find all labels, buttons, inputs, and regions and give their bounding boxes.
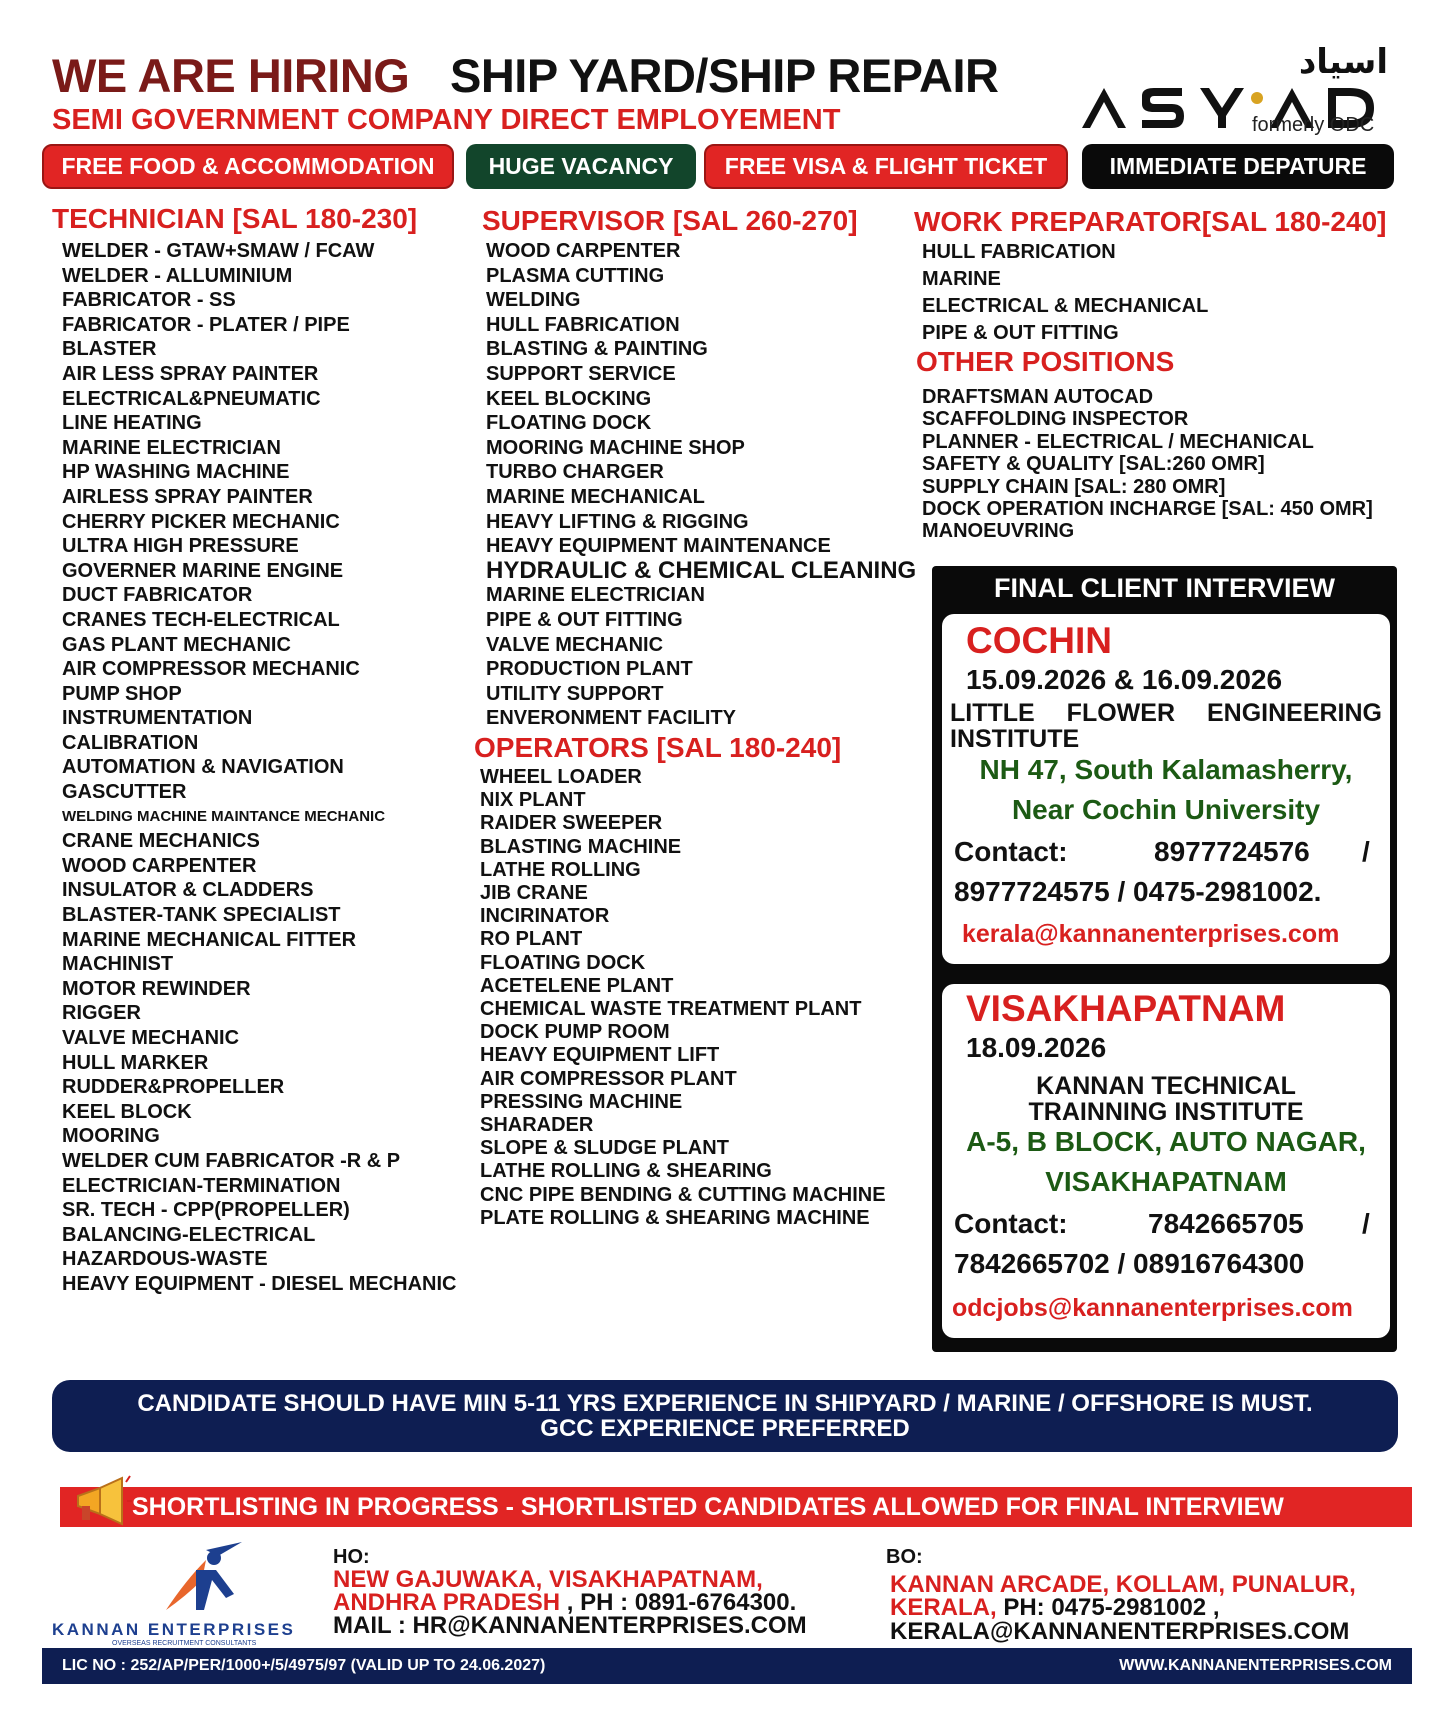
technician-item: AIR COMPRESSOR MECHANIC [62, 658, 360, 681]
technician-item: GASCUTTER [62, 781, 187, 804]
asyad-arabic-logo: اسياد [1298, 42, 1388, 82]
vizag-address-line2: VISAKHAPATNAM [1045, 1166, 1287, 1197]
ho-line2 [333, 1591, 796, 1614]
vizag-contact-1: 7842665705 [1148, 1208, 1304, 1239]
technician-item: DUCT FABRICATOR [62, 584, 253, 607]
cochin-date: 15.09.2026 & 16.09.2026 [966, 664, 1283, 695]
badge-free-food: FREE FOOD & ACCOMMODATION [42, 144, 454, 189]
cochin-contact-1: 8977724576 [1154, 836, 1310, 867]
technician-item: HAZARDOUS-WASTE [62, 1248, 268, 1271]
technician-item: GOVERNER MARINE ENGINE [62, 559, 344, 582]
cochin-card [942, 614, 1390, 964]
megaphone-icon [70, 1474, 132, 1528]
operators-item: LATHE ROLLING & SHEARING [480, 1160, 772, 1183]
supervisor-item: HEAVY EQUIPMENT MAINTENANCE [486, 535, 831, 558]
visakhapatnam-card [942, 984, 1390, 1338]
experience-line2: GCC EXPERIENCE PREFERRED [540, 1415, 910, 1442]
subtitle: SEMI GOVERNMENT COMPANY DIRECT EMPLOYEMENT [52, 104, 841, 136]
technician-item: ULTRA HIGH PRESSURE [62, 535, 299, 558]
operators-item: ACETELENE PLANT [480, 974, 674, 997]
technician-item: AIRLESS SPRAY PAINTER [62, 485, 313, 508]
technician-item: MOORING [62, 1125, 160, 1148]
operators-item: CNC PIPE BENDING & CUTTING MACHINE [480, 1183, 886, 1206]
work-preparator-item: PIPE & OUT FITTING [922, 322, 1119, 344]
technician-item: KEEL BLOCK [62, 1100, 192, 1123]
operators-item: PRESSING MACHINE [480, 1090, 683, 1113]
technician-item: VALVE MECHANIC [62, 1027, 240, 1049]
ho-line1: NEW GAJUWAKA, VISAKHAPATNAM, [333, 1566, 763, 1593]
shortlisting-banner: SHORTLISTING IN PROGRESS - SHORTLISTED CANDIDATES ALLOWED FOR FINAL INTERVIEW [60, 1487, 1412, 1527]
operators-item: BLASTING MACHINE [480, 835, 682, 858]
bo-state: KERALA, [890, 1594, 997, 1621]
other-positions-item: SUPPLY CHAIN [SAL: 280 OMR] [922, 475, 1226, 498]
bo-line2 [890, 1596, 1220, 1619]
operators-item: SLOPE & SLUDGE PLANT [480, 1137, 729, 1160]
headline-shipyard: SHIP YARD/SHIP REPAIR [450, 49, 999, 102]
cochin-contact-separator: / [1362, 836, 1370, 867]
bo-phone: PH: 0475-2981002 , [996, 1594, 1220, 1621]
supervisor-item: HYDRAULIC & CHEMICAL CLEANING [486, 556, 917, 584]
badge-immediate-departure: IMMEDIATE DEPATURE [1082, 144, 1394, 189]
vizag-email[interactable]: odcjobs@kannanenterprises.com [952, 1294, 1353, 1322]
technician-item: AUTOMATION & NAVIGATION [62, 756, 344, 779]
operators-item: FLOATING DOCK [480, 951, 646, 974]
technician-item: CRANES TECH-ELECTRICAL [62, 608, 340, 631]
vizag-contact-2: 7842665702 / 08916764300 [954, 1248, 1305, 1279]
work-preparator-item: MARINE [922, 268, 1001, 290]
technician-item: MARINE MECHANICAL FITTER [62, 928, 357, 951]
work-preparator-list [922, 239, 1208, 347]
supervisor-item: PLASMA CUTTING [486, 264, 665, 287]
operators-item: WHEEL LOADER [480, 766, 642, 788]
technician-item: WOOD CARPENTER [62, 854, 257, 877]
operators-item: DOCK PUMP ROOM [480, 1021, 670, 1044]
experience-banner [52, 1380, 1398, 1452]
supervisor-item: UTILITY SUPPORT [486, 682, 664, 705]
vizag-contact-label: Contact: [954, 1208, 1068, 1239]
vizag-date: 18.09.2026 [966, 1032, 1107, 1063]
technician-item: LINE HEATING [62, 412, 202, 435]
cochin-email[interactable]: kerala@kannanenterprises.com [962, 920, 1340, 948]
badge-free-visa: FREE VISA & FLIGHT TICKET [704, 144, 1068, 189]
technician-item: HEAVY EQUIPMENT - DIESEL MECHANIC [62, 1272, 457, 1295]
technician-item: AIR LESS SPRAY PAINTER [62, 362, 319, 385]
operators-heading: OPERATORS [SAL 180-240] [474, 732, 842, 763]
technician-item: CALIBRATION [62, 731, 199, 754]
technician-item: CRANE MECHANICS [62, 830, 260, 853]
technician-item: HULL MARKER [62, 1051, 209, 1074]
supervisor-item: SUPPORT SERVICE [486, 362, 676, 385]
supervisor-item: ENVERONMENT FACILITY [486, 707, 737, 730]
supervisor-item: WOOD CARPENTER [486, 240, 681, 262]
supervisor-item: HEAVY LIFTING & RIGGING [486, 510, 749, 533]
work-preparator-item: ELECTRICAL & MECHANICAL [922, 295, 1209, 317]
cochin-address-line2: Near Cochin University [1011, 794, 1321, 825]
technician-item: CHERRY PICKER MECHANIC [62, 510, 340, 533]
cochin-contact-label: Contact: [954, 836, 1068, 867]
other-positions-item: MANOEUVRING [922, 520, 1075, 543]
supervisor-item: KEEL BLOCKING [486, 387, 652, 410]
vizag-institute-line2: TRAINNING INSTITUTE [1028, 1098, 1304, 1126]
cochin-contact-2: 8977724575 / 0475-2981002. [954, 876, 1322, 907]
operators-item: RAIDER SWEEPER [480, 812, 663, 835]
other-positions-item: SCAFFOLDING INSPECTOR [922, 408, 1189, 431]
vizag-institute-line1: KANNAN TECHNICAL [1036, 1072, 1296, 1100]
ho-label: HO: [333, 1546, 370, 1568]
technician-item: RIGGER [62, 1002, 141, 1025]
interview-title: FINAL CLIENT INTERVIEW [993, 572, 1335, 603]
operators-item: AIR COMPRESSOR PLANT [480, 1067, 737, 1090]
other-positions-list [922, 386, 1373, 543]
technician-heading: TECHNICIAN [SAL 180-230] [52, 203, 418, 234]
bo-mail[interactable]: KERALA@KANNANENTERPRISES.COM [890, 1618, 1350, 1645]
technician-item: RUDDER&PROPELLER [62, 1076, 285, 1099]
operators-list [480, 766, 886, 1230]
supervisor-item: MARINE ELECTRICIAN [486, 584, 705, 607]
technician-item: BLASTER [62, 338, 157, 361]
other-positions-heading: OTHER POSITIONS [916, 346, 1175, 377]
badge-huge-vacancy: HUGE VACANCY [466, 144, 696, 189]
operators-item: PLATE ROLLING & SHEARING MACHINE [480, 1206, 870, 1229]
supervisor-heading: SUPERVISOR [SAL 260-270] [482, 205, 858, 236]
cochin-city: COCHIN [966, 620, 1112, 661]
operators-item: INCIRINATOR [480, 905, 610, 928]
bo-line1: KANNAN ARCADE, KOLLAM, PUNALUR, [890, 1571, 1356, 1598]
operators-item: JIB CRANE [480, 882, 588, 905]
vizag-city: VISAKHAPATNAM [966, 988, 1286, 1029]
operators-item: LATHE ROLLING [480, 858, 641, 881]
operators-item: HEAVY EQUIPMENT LIFT [480, 1044, 720, 1067]
operators-item: RO PLANT [480, 928, 583, 951]
technician-item: WELDING MACHINE MAINTANCE MECHANIC [62, 807, 386, 825]
technician-item: ELECTRICIAN-TERMINATION [62, 1174, 341, 1197]
technician-item: SR. TECH - CPP(PROPELLER) [62, 1199, 350, 1222]
supervisor-item: VALVE MECHANIC [486, 633, 664, 656]
technician-item: BALANCING-ELECTRICAL [62, 1223, 316, 1246]
logo-formerly-text: formerly ODC [1252, 114, 1375, 136]
experience-line1: CANDIDATE SHOULD HAVE MIN 5-11 YRS EXPERIENCE IN SHIPYARD / MARINE / OFFSHORE IS MUST. [137, 1390, 1313, 1417]
kannan-logo [52, 1540, 322, 1650]
technician-item: FABRICATOR - PLATER / PIPE [62, 313, 350, 336]
operators-item: NIX PLANT [480, 789, 586, 812]
ho-phone: , PH : 0891-6764300. [560, 1589, 797, 1616]
bo-label: BO: [886, 1546, 923, 1568]
license-number: LIC NO : 252/AP/PER/1000+/5/4975/97 (VALID UP TO 24.06.2027) [62, 1657, 546, 1674]
supervisor-item: BLASTING & PAINTING [486, 338, 708, 361]
supervisor-item: WELDING [486, 289, 581, 312]
supervisor-item: MOORING MACHINE SHOP [486, 436, 745, 459]
technician-item: WELDER CUM FABRICATOR -R & P [62, 1149, 401, 1172]
headline-hiring: WE ARE HIRING [52, 49, 410, 102]
technician-item: WELDER - GTAW+SMAW / FCAW [62, 240, 375, 262]
supervisor-list [486, 239, 916, 731]
other-positions-item: SAFETY & QUALITY [SAL:260 OMR] [922, 453, 1265, 476]
asyad-logo [1082, 76, 1382, 149]
operators-item: CHEMICAL WASTE TREATMENT PLANT [480, 998, 862, 1021]
technician-item: MACHINIST [62, 953, 174, 976]
other-positions-item: DOCK OPERATION INCHARGE [SAL: 450 OMR] [922, 498, 1373, 521]
technician-item: GAS PLANT MECHANIC [62, 633, 291, 656]
kannan-company-tag: OVERSEAS RECRUITMENT CONSULTANTS [112, 1640, 257, 1647]
technician-item: WELDER - ALLUMINIUM [62, 264, 293, 287]
technician-item: HP WASHING MACHINE [62, 461, 290, 484]
technician-item: FABRICATOR - SS [62, 289, 236, 312]
license-bar [42, 1648, 1412, 1684]
technician-item: INSULATOR & CLADDERS [62, 879, 314, 902]
work-preparator-heading: WORK PREPARATOR[SAL 180-240] [914, 206, 1387, 237]
vizag-contact-separator: / [1362, 1208, 1370, 1239]
kannan-company-name: KANNAN ENTERPRISES [52, 1620, 296, 1639]
ho-mail[interactable]: MAIL : HR@KANNANENTERPRISES.COM [333, 1612, 807, 1639]
technician-item: BLASTER-TANK SPECIALIST [62, 904, 341, 927]
supervisor-item: TURBO CHARGER [486, 461, 664, 484]
technician-item: ELECTRICAL&PNEUMATIC [62, 387, 321, 410]
supervisor-item: FLOATING DOCK [486, 412, 652, 435]
work-preparator-item: HULL FABRICATION [922, 241, 1116, 263]
supervisor-item: MARINE MECHANICAL [486, 485, 705, 508]
cochin-address-line1: NH 47, South Kalamasherry, [979, 754, 1353, 785]
supervisor-item: HULL FABRICATION [486, 313, 680, 336]
vizag-address-line1: A-5, B BLOCK, AUTO NAGAR, [966, 1126, 1366, 1157]
technician-list [62, 239, 457, 1297]
supervisor-item: PIPE & OUT FITTING [486, 608, 683, 631]
supervisor-item: PRODUCTION PLANT [486, 658, 693, 681]
website-link[interactable]: WWW.KANNANENTERPRISES.COM [1119, 1657, 1392, 1674]
operators-item: SHARADER [480, 1114, 594, 1137]
other-positions-item: DRAFTSMAN AUTOCAD [922, 386, 1154, 408]
technician-item: MARINE ELECTRICIAN [62, 436, 281, 459]
technician-item: INSTRUMENTATION [62, 707, 253, 730]
ho-state: ANDHRA PRADESH [333, 1589, 561, 1616]
other-positions-item: PLANNER - ELECTRICAL / MECHANICAL [922, 430, 1314, 453]
cochin-institute: LITTLE FLOWER ENGINEERING INSTITUTE [950, 699, 1382, 753]
kannan-logo-icon [146, 1540, 256, 1618]
technician-item: PUMP SHOP [62, 682, 182, 705]
technician-item: MOTOR REWINDER [62, 977, 251, 1000]
